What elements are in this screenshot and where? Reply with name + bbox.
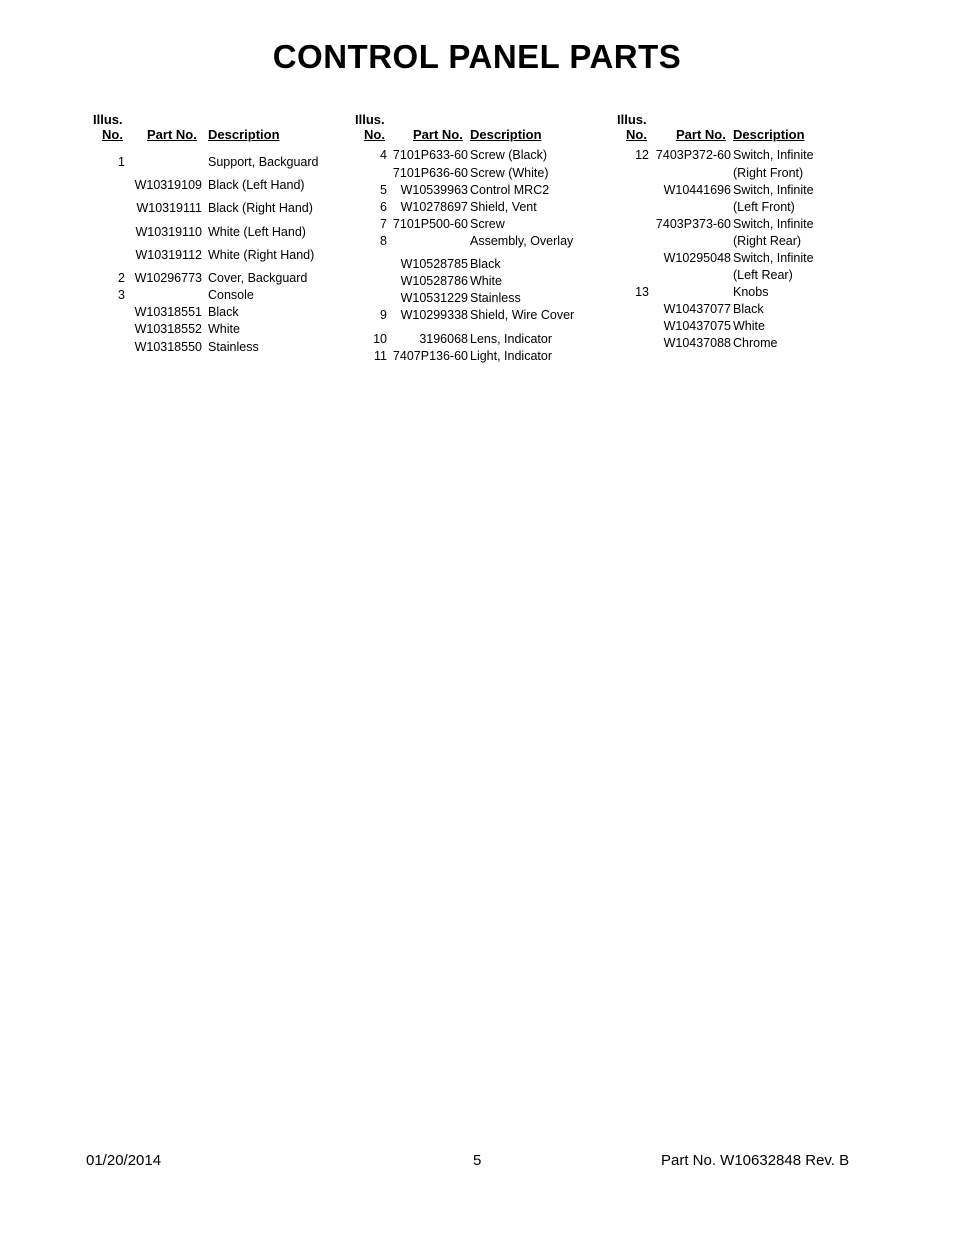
illus-number: 11 <box>374 349 387 363</box>
part-description: Screw (White) <box>470 166 549 180</box>
part-number: 7101P633-60 <box>392 148 468 162</box>
part-number: W10319111 <box>136 201 202 215</box>
part-description: White <box>208 322 240 336</box>
part-description: Screw <box>470 217 505 231</box>
page-title: CONTROL PANEL PARTS <box>272 38 682 75</box>
part-description: Stainless <box>470 291 521 305</box>
part-description: (Right Front) <box>733 166 804 180</box>
part-description: Switch, Infinite <box>733 148 814 162</box>
part-description: Control MRC2 <box>470 183 550 197</box>
part-description: Black (Right Hand) <box>208 201 313 215</box>
part-number: W10531229 <box>400 291 468 305</box>
part-description: White (Right Hand) <box>208 248 315 262</box>
header-part-no: Part No. <box>413 127 463 142</box>
part-number: W10319112 <box>135 248 202 262</box>
part-description: (Left Front) <box>733 200 795 214</box>
part-number: 7403P372-60 <box>655 148 731 162</box>
footer-date: 01/20/2014 <box>86 1152 162 1169</box>
part-number: 7101P636-60 <box>392 166 468 180</box>
part-number: W10528786 <box>400 274 468 288</box>
part-description: Black <box>470 257 501 271</box>
part-number: W10278697 <box>400 200 468 214</box>
part-number: W10318551 <box>134 305 202 319</box>
part-description: Switch, Infinite <box>733 217 814 231</box>
part-number: W10296773 <box>134 271 202 285</box>
part-number: W10539963 <box>400 183 468 197</box>
part-number: W10319110 <box>135 225 202 239</box>
illus-number: 1 <box>118 155 125 169</box>
part-number: W10528785 <box>400 257 468 271</box>
part-description: Shield, Wire Cover <box>470 308 575 322</box>
illus-number: 9 <box>380 308 387 322</box>
header-part-no: Part No. <box>676 127 726 142</box>
part-description: Cover, Backguard <box>208 271 308 285</box>
illus-number: 6 <box>380 200 387 214</box>
part-number: W10319109 <box>134 178 202 192</box>
part-number: W10295048 <box>663 251 731 265</box>
header-illus-no: No. <box>102 127 123 142</box>
part-description: Chrome <box>733 336 778 350</box>
part-description: White (Left Hand) <box>208 225 306 239</box>
part-number: W10437088 <box>663 336 731 350</box>
illus-number: 12 <box>635 148 649 162</box>
illus-number: 5 <box>380 183 387 197</box>
part-description: Switch, Infinite <box>733 183 814 197</box>
part-description: Stainless <box>208 340 259 354</box>
illus-number: 7 <box>380 217 387 231</box>
illus-number: 8 <box>380 234 387 248</box>
header-part-no: Part No. <box>147 127 197 142</box>
part-description: White <box>733 319 765 333</box>
part-description: Console <box>208 288 254 302</box>
part-description: Black (Left Hand) <box>208 178 305 192</box>
part-number: 3196068 <box>419 332 468 346</box>
part-description: Black <box>208 305 239 319</box>
part-number: W10318550 <box>134 340 202 354</box>
part-number: W10441696 <box>663 183 731 197</box>
footer-page-number: 5 <box>473 1152 482 1169</box>
part-number: W10437077 <box>663 302 731 316</box>
illus-number: 3 <box>118 288 125 302</box>
part-number: 7101P500-60 <box>392 217 468 231</box>
part-number: W10437075 <box>663 319 731 333</box>
part-description: Switch, Infinite <box>733 251 814 265</box>
header-description: Description <box>470 127 542 142</box>
part-number: 7403P373-60 <box>655 217 731 231</box>
part-description: Assembly, Overlay <box>470 234 574 248</box>
header-illus-no: No. <box>364 127 385 142</box>
part-number: W10299338 <box>400 308 468 322</box>
header-description: Description <box>733 127 805 142</box>
footer-part-reference: Part No. W10632848 Rev. B <box>661 1152 850 1169</box>
illus-number: 10 <box>373 332 387 346</box>
header-illus: Illus. <box>617 112 647 127</box>
header-illus-no: No. <box>626 127 647 142</box>
header-illus: Illus. <box>93 112 123 127</box>
part-description: White <box>470 274 502 288</box>
header-description: Description <box>208 127 280 142</box>
part-description: Lens, Indicator <box>470 332 552 346</box>
header-illus: Illus. <box>355 112 385 127</box>
part-description: Knobs <box>733 285 769 299</box>
part-description: Light, Indicator <box>470 349 552 363</box>
illus-number: 4 <box>380 148 387 162</box>
part-number: 7407P136-60 <box>392 349 468 363</box>
illus-number: 2 <box>118 271 125 285</box>
part-description: Screw (Black) <box>470 148 548 162</box>
part-description: (Left Rear) <box>733 268 793 282</box>
part-description: Support, Backguard <box>208 155 319 169</box>
part-description: (Right Rear) <box>733 234 802 248</box>
part-description: Black <box>733 302 764 316</box>
illus-number: 13 <box>635 285 649 299</box>
part-description: Shield, Vent <box>470 200 537 214</box>
part-number: W10318552 <box>134 322 202 336</box>
